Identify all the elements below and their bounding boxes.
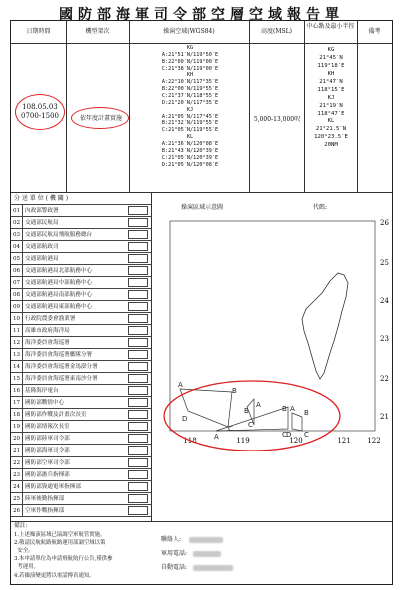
- unit-checkbox: [128, 362, 148, 371]
- unit-name: 海洋委員會海巡署: [25, 340, 70, 346]
- unit-name: 交通部航港局中部航務中心: [25, 280, 93, 286]
- unit-checkbox: [128, 374, 148, 383]
- unit-row: [11, 229, 151, 241]
- x-tick-label: 121: [337, 437, 351, 445]
- unit-number: 10: [11, 313, 23, 325]
- unit-checkbox: [128, 386, 148, 395]
- unit-checkbox: [128, 470, 148, 479]
- unit-row: [11, 325, 151, 337]
- y-tick-labels: [380, 219, 389, 421]
- x-tick-label: 119: [236, 437, 250, 445]
- unit-name: 交通部民航局: [25, 220, 59, 226]
- unit-number: 05: [11, 253, 23, 265]
- unit-row: [11, 457, 151, 469]
- unit-checkbox: [128, 326, 148, 335]
- header-divider: [11, 43, 392, 44]
- unit-checkbox: [128, 242, 148, 251]
- unit-name: 國防部空軍司令部: [25, 460, 70, 466]
- aircraft-text: 依年度計畫實施: [79, 115, 122, 122]
- map-label-kj-c: C: [282, 431, 287, 439]
- unit-checkbox: [128, 446, 148, 455]
- note-line: 1.上述操演區域已協調空軍航管實施。: [14, 532, 106, 538]
- x-tick-label: 118: [183, 437, 197, 445]
- map-label-kh-b: B: [232, 387, 237, 395]
- map-label-kg-c: C: [248, 421, 253, 429]
- contact-person-redacted: [189, 537, 223, 543]
- unit-name: 交通部航港局: [25, 256, 59, 262]
- col-divider-1: [66, 21, 67, 192]
- y-tick-label: 23: [380, 335, 389, 343]
- map-label-kh-a: A: [178, 381, 183, 389]
- unit-row: [11, 409, 151, 421]
- unit-checkbox: [128, 410, 148, 419]
- unit-row: [11, 373, 151, 385]
- unit-checkbox: [128, 434, 148, 443]
- note-line: 安全。: [14, 548, 34, 555]
- unit-row: [11, 445, 151, 457]
- unit-name: 交通部民航局飛航服務總台: [25, 232, 93, 238]
- unit-row: [11, 361, 151, 373]
- map-label-kh-d: D: [182, 415, 188, 423]
- unit-checkbox: [128, 218, 148, 227]
- unit-row: [11, 505, 151, 517]
- unit-number: 14: [11, 361, 23, 373]
- unit-number: 09: [11, 301, 23, 313]
- unit-checkbox: [128, 422, 148, 431]
- map-label-kg-a: A: [256, 401, 261, 409]
- unit-name: 海洋委員會海巡署艦隊分署: [25, 352, 93, 358]
- unit-number: 07: [11, 277, 23, 289]
- unit-number: 25: [11, 493, 23, 505]
- unit-number: 06: [11, 265, 23, 277]
- unit-name: 空軍作戰指揮部: [25, 508, 65, 514]
- unit-name: 內政部警政署: [25, 208, 59, 214]
- unit-number: 22: [11, 457, 23, 469]
- aircraft-highlight-oval: [71, 107, 129, 129]
- map-label-kg-b: B: [244, 407, 249, 415]
- unit-checkbox: [128, 458, 148, 467]
- unit-row: [11, 421, 151, 433]
- unit-name: 國防部情報次長室: [25, 424, 70, 430]
- unit-checkbox: [128, 338, 148, 347]
- header-remarks: 備考: [368, 28, 381, 35]
- unit-number: 11: [11, 325, 23, 337]
- unit-name: 交通部航港局南部航務中心: [25, 292, 93, 298]
- map-label-kl-b: B: [304, 409, 309, 417]
- unit-row: [11, 397, 151, 409]
- unit-name: 國防部憲兵指揮部: [25, 472, 70, 478]
- unit-number: 26: [11, 505, 23, 517]
- unit-row: [11, 337, 151, 349]
- note-line: 3.本申請單位為申請飛航航行公告,僅供參: [14, 556, 113, 563]
- unit-checkbox: [128, 266, 148, 275]
- map-label-kj-a: A: [214, 433, 219, 441]
- unit-name: 海洋委員會海巡署金馬澎分署: [25, 364, 98, 370]
- unit-row: [11, 253, 151, 265]
- unit-number: 19: [11, 421, 23, 433]
- unit-row: [11, 241, 151, 253]
- unit-row: [11, 349, 151, 361]
- map-title: 操演區域示意圖: [181, 204, 224, 211]
- unit-name: 行政院農委會漁業署: [25, 316, 76, 322]
- unit-number: 17: [11, 397, 23, 409]
- x-tick-label: 122: [367, 437, 381, 445]
- map-code-label: 代碼:: [313, 204, 328, 211]
- unit-checkbox: [128, 398, 148, 407]
- unit-checkbox: [128, 278, 148, 287]
- contact-auto-phone-redacted: [193, 565, 233, 571]
- contact-military-phone-redacted: [193, 551, 221, 557]
- contact-auto-phone-label: 自動電話:: [161, 564, 188, 571]
- altitude-text: 5,000-13,000呎: [253, 116, 301, 123]
- note-line: 2.敬請民航航路航路運用部調空域以策: [14, 540, 106, 547]
- map-label-kl-c: C: [304, 431, 309, 439]
- date-line-1: 108.05.03: [22, 103, 58, 111]
- note-line: 考運用。: [14, 564, 39, 571]
- unit-number: 16: [11, 385, 23, 397]
- unit-row: [11, 205, 151, 217]
- unit-number: 21: [11, 445, 23, 457]
- unit-name: 交通部航港局北部航務中心: [25, 268, 93, 274]
- notes-list: [14, 531, 149, 580]
- unit-number: 24: [11, 481, 23, 493]
- date-highlight-oval: [15, 94, 65, 130]
- exercise-area-map: [152, 211, 392, 451]
- unit-row: [11, 433, 151, 445]
- unit-row: [11, 277, 151, 289]
- unit-name: 交通部航港局東部航務中心: [25, 304, 93, 310]
- header-altitude: 高度(MSL): [261, 28, 292, 35]
- unit-checkbox: [128, 350, 148, 359]
- coords-text: KG A:21°51′N/119°50′E B:22°00′N/119°00′E C:21°38′N/119°00′E KH A:22°10′N/117°35′E B:22°00′N/119°55′E C:21°37′N/118°55′E D:21°20′N/117°35′E KJ A:21°05′N/117°45′E B:21°32′N/119°55′E C:21°05′N/119°55′E KL A:21°36′N/120°08′E B:21°43′N/120°39′E C:21°05′N/120°39′E D:21°05′N/120°08′E: [161, 45, 219, 168]
- unit-number: 03: [11, 229, 23, 241]
- unit-number: 02: [11, 217, 23, 229]
- header-coords: 操演空域(WGS84): [163, 28, 215, 35]
- unit-checkbox: [128, 230, 148, 239]
- unit-checkbox: [128, 482, 148, 491]
- unit-number: 13: [11, 349, 23, 361]
- note-line: 4.若操演變更將以電話傳真通知。: [14, 572, 95, 579]
- col-divider-2: [129, 21, 130, 192]
- unit-number: 08: [11, 289, 23, 301]
- unit-row: [11, 289, 151, 301]
- notes-header: 備註:: [14, 523, 28, 529]
- unit-name: 國防部陸軍司令部: [25, 436, 70, 442]
- taiwan-outline: [302, 273, 348, 379]
- unit-row: [11, 493, 151, 505]
- unit-name: 國防部資通電軍指揮部: [25, 484, 81, 490]
- unit-checkbox: [128, 254, 148, 263]
- unit-row: [11, 481, 151, 493]
- map-label-kh-c: C: [228, 425, 233, 433]
- unit-number: 12: [11, 337, 23, 349]
- unit-name: 國防部作戰及計畫次長室: [25, 412, 87, 418]
- y-tick-label: 22: [380, 375, 389, 383]
- unit-checkbox: [128, 290, 148, 299]
- unit-number: 18: [11, 409, 23, 421]
- x-tick-label: 120: [289, 437, 303, 445]
- contact-military-phone-label: 軍用電話:: [161, 550, 188, 557]
- report-frame: [10, 20, 393, 585]
- unit-name: 陸軍後勤指揮部: [25, 496, 65, 502]
- units-header: 分 送 單 位 ( 機 關 ): [11, 193, 151, 205]
- y-tick-label: 26: [380, 219, 389, 227]
- center-text: KG 21°45′N 119°18′E KH 21°47′N 118°15′E KJ 21°19′N 118°47′E KL 21°21.5′N 120°23.5′E 20NM: [314, 47, 348, 149]
- unit-number: 04: [11, 241, 23, 253]
- header-center: 中心點及最小半徑: [306, 23, 355, 30]
- unit-number: 15: [11, 373, 23, 385]
- unit-name: 基隆海岸電台: [25, 388, 59, 394]
- unit-row: [11, 385, 151, 397]
- header-date-time: 日期時間: [26, 28, 51, 35]
- unit-checkbox: [128, 506, 148, 515]
- unit-checkbox: [128, 206, 148, 215]
- unit-name: 國防部海軍司令部: [25, 448, 70, 454]
- col-divider-3: [249, 21, 250, 192]
- unit-row: [11, 217, 151, 229]
- unit-name: 國防部戰情中心: [25, 400, 65, 406]
- unit-number: 20: [11, 433, 23, 445]
- unit-checkbox: [128, 314, 148, 323]
- page-title: 國防部海軍司令部空層空域報告單: [59, 7, 344, 23]
- date-line-2: 0700-1500: [21, 112, 59, 120]
- unit-number: 23: [11, 469, 23, 481]
- unit-name: 交通部航政司: [25, 244, 59, 250]
- unit-row: [11, 313, 151, 325]
- unit-name: 高雄市政府海洋局: [25, 328, 70, 334]
- area-kl: [292, 413, 302, 431]
- header-aircraft: 機型架次: [85, 28, 110, 35]
- notes-divider: [11, 521, 392, 522]
- col-divider-5: [357, 21, 358, 192]
- unit-checkbox: [128, 494, 148, 503]
- map-label-kl-d: D: [286, 431, 292, 439]
- unit-row: [11, 301, 151, 313]
- map-label-kl-a: A: [290, 405, 295, 413]
- contact-person-label: 聯絡人:: [161, 536, 182, 543]
- unit-checkbox: [128, 302, 148, 311]
- y-tick-label: 21: [380, 413, 389, 421]
- y-tick-label: 25: [380, 259, 389, 267]
- unit-row: [11, 265, 151, 277]
- map-highlight-oval: [164, 381, 340, 451]
- unit-number: 01: [11, 205, 23, 217]
- unit-row: [11, 469, 151, 481]
- map-label-kj-b: B: [282, 405, 287, 413]
- area-kh: [180, 389, 232, 427]
- y-tick-label: 24: [380, 297, 389, 305]
- unit-name: 海洋委員會海巡署東南沙分署: [25, 376, 98, 382]
